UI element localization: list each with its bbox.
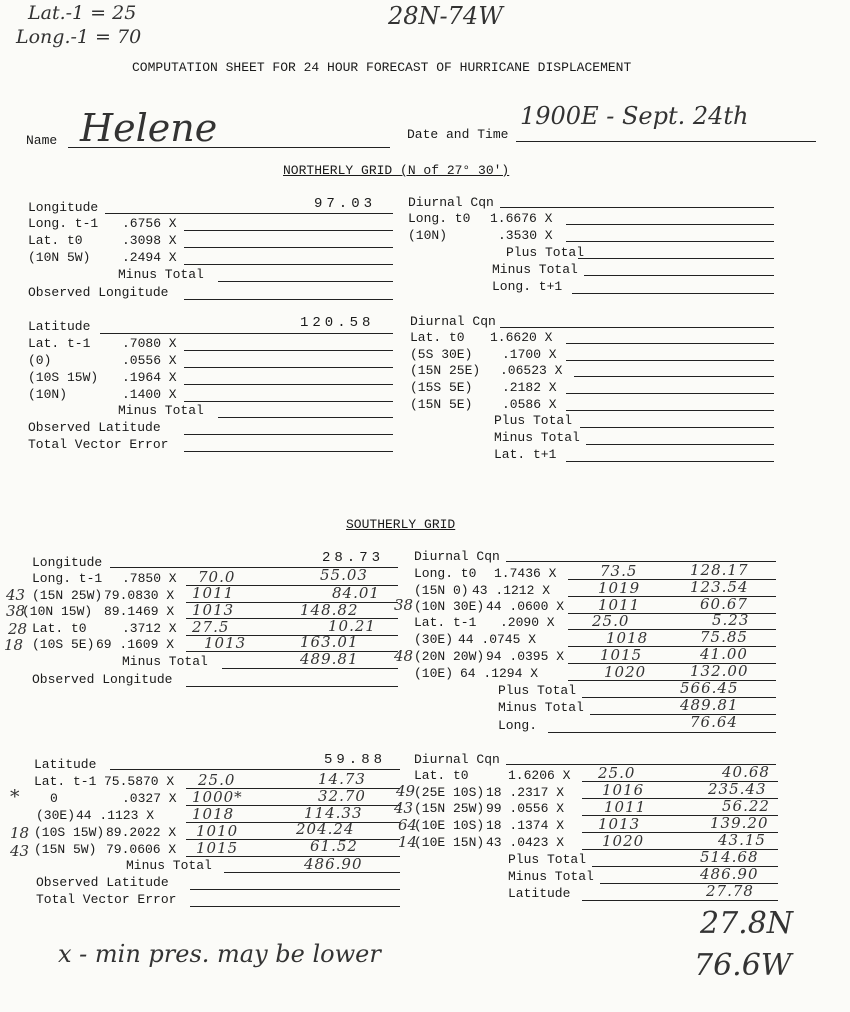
row-coef: 99 .0556 X: [486, 801, 565, 816]
row-coef: 75.5870 X: [104, 774, 175, 789]
row-label: (15N 5E): [410, 397, 473, 412]
row-coef: 43 .0423 X: [486, 835, 565, 850]
final-long: 76.6W: [694, 948, 792, 983]
row-coef: 69 .1609 X: [96, 637, 175, 652]
date-time: 1900E - Sept. 24th: [520, 102, 749, 130]
row-coef: .1964 X: [122, 370, 177, 385]
row-input: 73.5: [600, 562, 638, 580]
result-value: 76.64: [690, 713, 738, 731]
row-coef: .3098 X: [122, 233, 177, 248]
row-input: 1018: [192, 805, 235, 823]
row-coef: .2090 X: [500, 615, 555, 630]
observed: Observed Latitude: [28, 420, 161, 435]
row-coef: 89.2022 X: [106, 825, 177, 840]
row-coef: 44 .0745 X: [458, 632, 537, 647]
minus-total-value: 486.90: [304, 855, 363, 873]
row-label: (10N): [408, 228, 448, 243]
row-result: 55.03: [320, 566, 368, 584]
row-input: 1015: [600, 646, 643, 664]
row-label: (10E): [414, 666, 454, 681]
row-coef: 79.0830 X: [104, 588, 175, 603]
row-coef: .0556 X: [122, 353, 177, 368]
row-pre: 49: [396, 782, 416, 800]
row-coef: 1.6206 X: [508, 768, 571, 783]
minus-total: Minus Total: [122, 654, 208, 669]
position-note: 28N-74W: [388, 2, 503, 30]
row-pre: 28: [8, 620, 28, 638]
minus-total: Minus Total: [126, 858, 212, 873]
value: 97.03: [314, 196, 377, 212]
result: Long. t+1: [492, 279, 563, 294]
row-label: Long. t0: [414, 566, 477, 581]
row-result: 84.01: [332, 584, 380, 602]
row-pre: 38: [6, 602, 26, 620]
row-input: 1000*: [192, 788, 243, 806]
row-pre: 38: [394, 596, 414, 614]
row-coef: .06523 X: [500, 363, 563, 378]
row-label: (15N 25E): [410, 363, 481, 378]
row-coef: 1.6620 X: [490, 330, 553, 345]
error: Total Vector Error: [36, 892, 177, 907]
row-label: Lat. t0: [28, 233, 83, 248]
row-label: Lat. t-1: [414, 615, 477, 630]
lat-prev-note: Lat.-1 = 25: [28, 2, 137, 24]
row-coef: .0327 X: [122, 791, 177, 806]
row-result: 5.23: [712, 611, 750, 629]
row-input: 1011: [192, 584, 235, 602]
row-result: 43.15: [718, 831, 766, 849]
row-label: Long. t-1: [32, 571, 103, 586]
row-pre: 48: [394, 647, 414, 665]
row-label: (10N 30E): [414, 599, 485, 614]
row-input: 1016: [602, 781, 645, 799]
row-coef: 79.0606 X: [106, 842, 177, 857]
row-input: 1011: [598, 596, 641, 614]
row-coef: 64 .1294 X: [460, 666, 539, 681]
minus-total: Minus Total: [492, 262, 578, 277]
date-label: Date and Time: [407, 127, 509, 142]
label: Diurnal Cqn: [414, 549, 500, 564]
row-input: 25.0: [598, 764, 636, 782]
row-label: (15S 5E): [410, 380, 473, 395]
row-input: 1013: [192, 601, 235, 619]
row-label: (10E 15N): [414, 835, 485, 850]
row-result: 148.82: [300, 601, 359, 619]
observed: Observed Longitude: [32, 672, 173, 687]
row-coef: .7080 X: [122, 336, 177, 351]
row-coef: .0586 X: [502, 397, 557, 412]
label: Diurnal Cqn: [408, 195, 494, 210]
row-input: 1010: [196, 822, 239, 840]
row-label: (10N): [28, 387, 68, 402]
row-input: 1020: [604, 663, 647, 681]
row-coef: 44 .1123 X: [76, 808, 155, 823]
southerly-heading: SOUTHERLY GRID: [346, 517, 456, 532]
row-result: 41.00: [700, 645, 748, 663]
plus-total-value: 566.45: [680, 679, 739, 697]
row-input: 1019: [598, 579, 641, 597]
row-input: 27.5: [192, 618, 230, 636]
date-line: [516, 141, 816, 142]
row-coef: 18 .2317 X: [486, 785, 565, 800]
minus-total-value: 486.90: [700, 865, 759, 883]
row-pre: 43: [10, 842, 30, 860]
row-result: 132.00: [690, 662, 749, 680]
row-label: (15N 5W): [34, 842, 97, 857]
row-coef: 89.1469 X: [104, 604, 175, 619]
row-coef: .3530 X: [498, 228, 553, 243]
row-coef: .3712 X: [122, 621, 177, 636]
row-input: 1020: [602, 832, 645, 850]
row-label: (30E): [36, 808, 76, 823]
row-label: Long. t-1: [28, 216, 99, 231]
row-result: 204.24: [296, 820, 355, 838]
row-coef: 44 .0600 X: [486, 599, 565, 614]
row-input: 1015: [196, 839, 239, 857]
label: Longitude: [28, 200, 99, 215]
row-result: 128.17: [690, 561, 749, 579]
row-coef: 1.7436 X: [494, 566, 557, 581]
label: Diurnal Cqn: [414, 752, 500, 767]
row-coef: 43 .1212 X: [472, 583, 551, 598]
minus-total: Minus Total: [508, 869, 594, 884]
row-coef: 94 .0395 X: [486, 649, 565, 664]
row-label: (25E 10S): [414, 785, 485, 800]
final-lat: 27.8N: [700, 906, 794, 941]
row-label: Lat. t-1: [28, 336, 91, 351]
row-result: 40.68: [722, 763, 770, 781]
row-pre: 18: [4, 636, 24, 654]
result: Lat. t+1: [494, 447, 557, 462]
row-input: 25.0: [198, 771, 236, 789]
row-label: Lat. t0: [414, 768, 469, 783]
result-value: 27.78: [706, 882, 754, 900]
storm-name: Helene: [80, 106, 218, 150]
label: Longitude: [32, 555, 103, 570]
footnote: x - min pres. may be lower: [58, 940, 381, 968]
row-label: (10S 5E): [32, 637, 95, 652]
row-coef: .1700 X: [502, 347, 557, 362]
row-label: (5S 30E): [410, 347, 473, 362]
value: 28.73: [322, 550, 385, 566]
row-input: 1011: [604, 798, 647, 816]
row-result: 75.85: [700, 628, 748, 646]
row-result: 139.20: [710, 814, 769, 832]
plus-total-value: 514.68: [700, 848, 759, 866]
plus-total: Plus Total: [494, 413, 573, 428]
row-result: 10.21: [328, 617, 376, 635]
label: Latitude: [28, 319, 91, 334]
row-label: (15N 25W): [414, 801, 485, 816]
row-result: 114.33: [304, 804, 363, 822]
row-result: 61.52: [310, 837, 358, 855]
row-coef: .2494 X: [122, 250, 177, 265]
row-input: 1018: [606, 629, 649, 647]
row-coef: 18 .1374 X: [486, 818, 565, 833]
result: Latitude: [508, 886, 571, 901]
row-coef: .6756 X: [122, 216, 177, 231]
row-label: (10N 5W): [28, 250, 91, 265]
minus-total: Minus Total: [118, 267, 204, 282]
row-result: 235.43: [708, 780, 767, 798]
row-label: (15N 0): [414, 583, 469, 598]
row-result: 123.54: [690, 578, 749, 596]
row-label: (30E): [414, 632, 454, 647]
row-label: 0: [50, 791, 58, 806]
row-label: (20N 20W): [414, 649, 485, 664]
plus-total: Plus Total: [506, 245, 585, 260]
row-pre: 14: [398, 833, 418, 851]
sheet-title: COMPUTATION SHEET FOR 24 HOUR FORECAST OF HURRICANE DISPLACEMENT: [132, 60, 632, 75]
row-pre: *: [10, 786, 20, 808]
row-label: (10E 10S): [414, 818, 485, 833]
row-input: 70.0: [198, 568, 236, 586]
row-result: 32.70: [318, 787, 366, 805]
row-label: (15N 25W): [32, 588, 103, 603]
row-label: Lat. t0: [410, 330, 465, 345]
row-result: 60.67: [700, 595, 748, 613]
row-label: (0): [28, 353, 52, 368]
row-coef: .1400 X: [122, 387, 177, 402]
northerly-heading: NORTHERLY GRID (N of 27° 30'): [283, 163, 510, 178]
row-pre: 64: [398, 816, 418, 834]
row-label: (10N 15W): [22, 604, 93, 619]
row-label: Lat. t0: [32, 621, 87, 636]
label: Diurnal Cqn: [410, 314, 496, 329]
minus-total: Minus Total: [494, 430, 580, 445]
row-label: (10S 15W): [28, 370, 99, 385]
row-coef: 1.6676 X: [490, 211, 553, 226]
plus-total: Plus Total: [508, 852, 587, 867]
row-input: 1013: [598, 815, 641, 833]
row-label: Lat. t-1: [34, 774, 97, 789]
name-label: Name: [26, 133, 58, 148]
row-input: 1013: [204, 634, 247, 652]
row-label: (10S 15W): [34, 825, 105, 840]
row-pre: 18: [10, 824, 30, 842]
minus-total-value: 489.81: [680, 696, 739, 714]
row-pre: 43: [6, 586, 26, 604]
row-coef: .2182 X: [502, 380, 557, 395]
observed: Observed Longitude: [28, 285, 169, 300]
value: 59.88: [324, 752, 387, 768]
label: Latitude: [34, 757, 97, 772]
row-input: 25.0: [592, 612, 630, 630]
minus-total: Minus Total: [118, 403, 204, 418]
value: 120.58: [300, 315, 375, 331]
observed: Observed Latitude: [36, 875, 169, 890]
long-prev-note: Long.-1 = 70: [16, 26, 142, 48]
row-result: 56.22: [722, 797, 770, 815]
plus-total: Plus Total: [498, 683, 577, 698]
row-pre: 43: [394, 799, 414, 817]
minus-total: Minus Total: [498, 700, 584, 715]
row-coef: .7850 X: [122, 571, 177, 586]
row-result: 163.01: [300, 633, 359, 651]
error: Total Vector Error: [28, 437, 169, 452]
row-label: Long. t0: [408, 211, 471, 226]
result: Long.: [498, 718, 538, 733]
row-result: 14.73: [318, 770, 366, 788]
minus-total-value: 489.81: [300, 650, 359, 668]
